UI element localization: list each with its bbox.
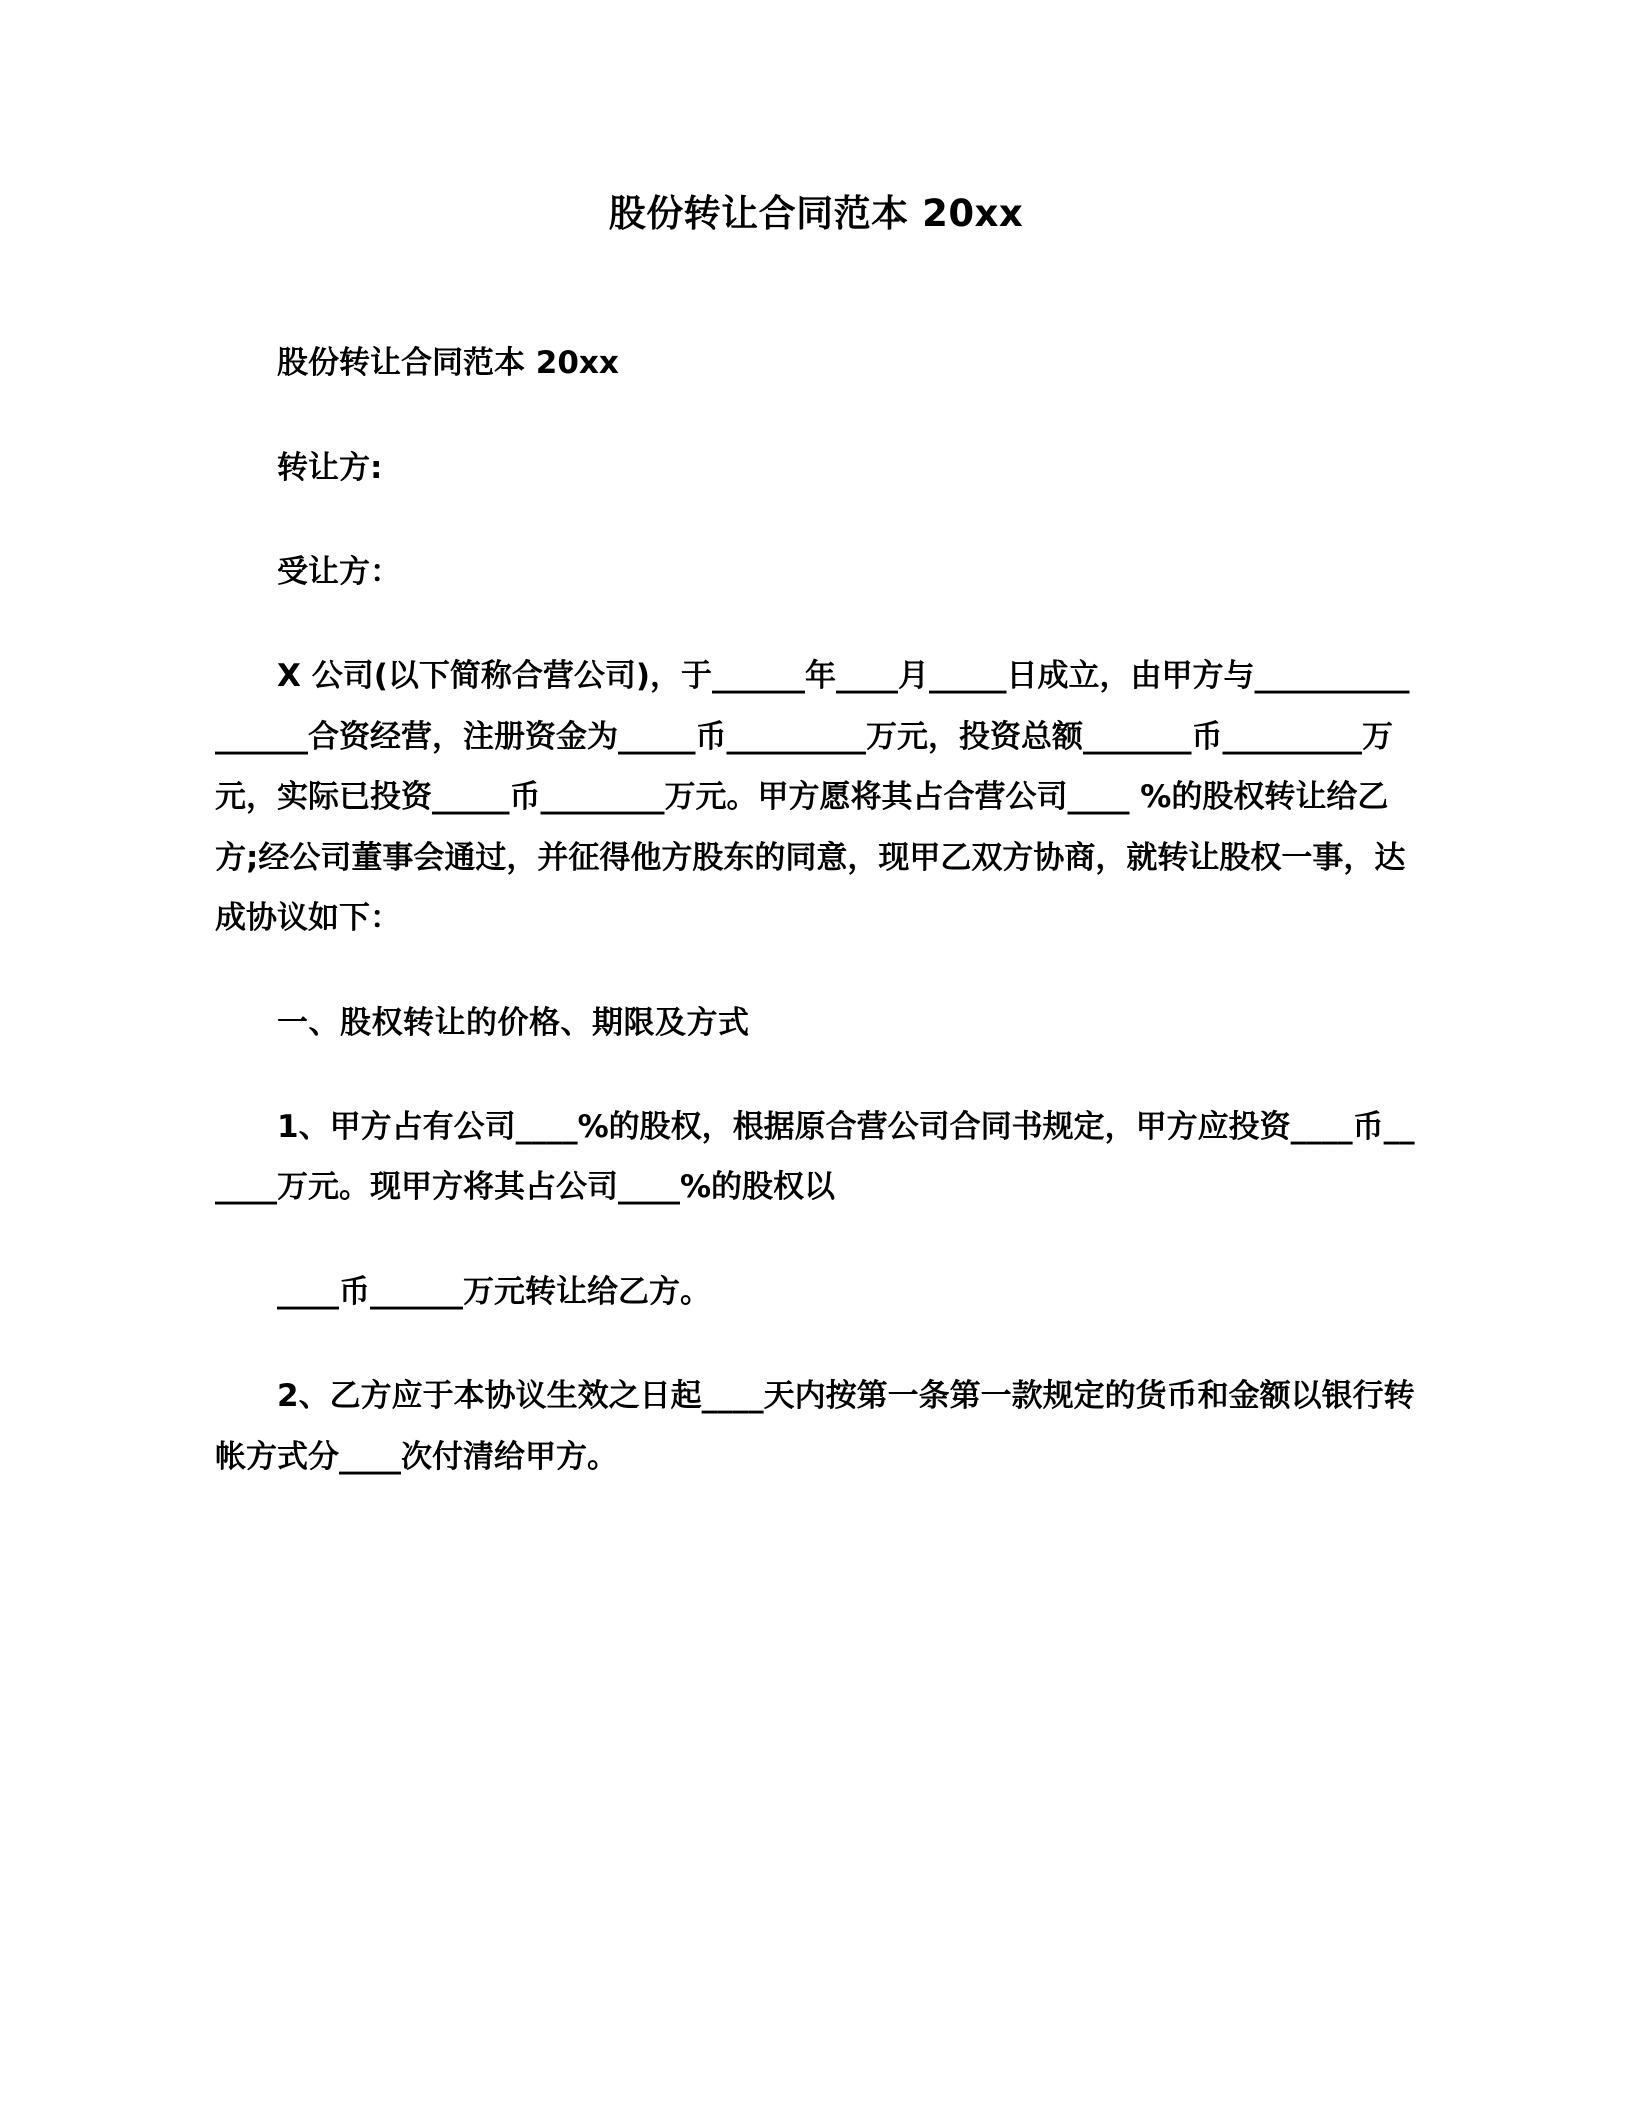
paragraph-subtitle: 股份转让合同范本 20xx: [277, 345, 619, 382]
paragraph-preamble: X 公司(以下简称合营公司)，于______年____月_____日成立，由甲方与________________合资经营，注册资金为_____币_________万元，投资总额_______币_________万元，实际已投资_____币________万元。甲方愿将其占合营公司____ %的股权转让给乙方;经公司董事会通过，并征得他方股东的同意，现甲乙双方协商，就转让股权一事，达成协议如下：: [215, 658, 1410, 937]
paragraph-clause-2: 2、乙方应于本协议生效之日起____天内按第一条第一款规定的货币和金额以银行转帐方式分____次付清给甲方。: [215, 1378, 1415, 1475]
paragraph-section-one-heading: 一、股权转让的价格、期限及方式: [277, 1004, 750, 1041]
paragraph-transferor: 转让方:: [277, 449, 383, 486]
paragraph-clause-1: 1、甲方占有公司____%的股权，根据原合营公司合同书规定，甲方应投资____币______万元。现甲方将其占公司____%的股权以: [215, 1109, 1415, 1206]
page-title: 股份转让合同范本 20xx: [608, 192, 1024, 235]
paragraph-transferee: 受让方：: [277, 553, 401, 590]
paragraph-clause-1-continued: ____币______万元转让给乙方。: [277, 1273, 711, 1310]
